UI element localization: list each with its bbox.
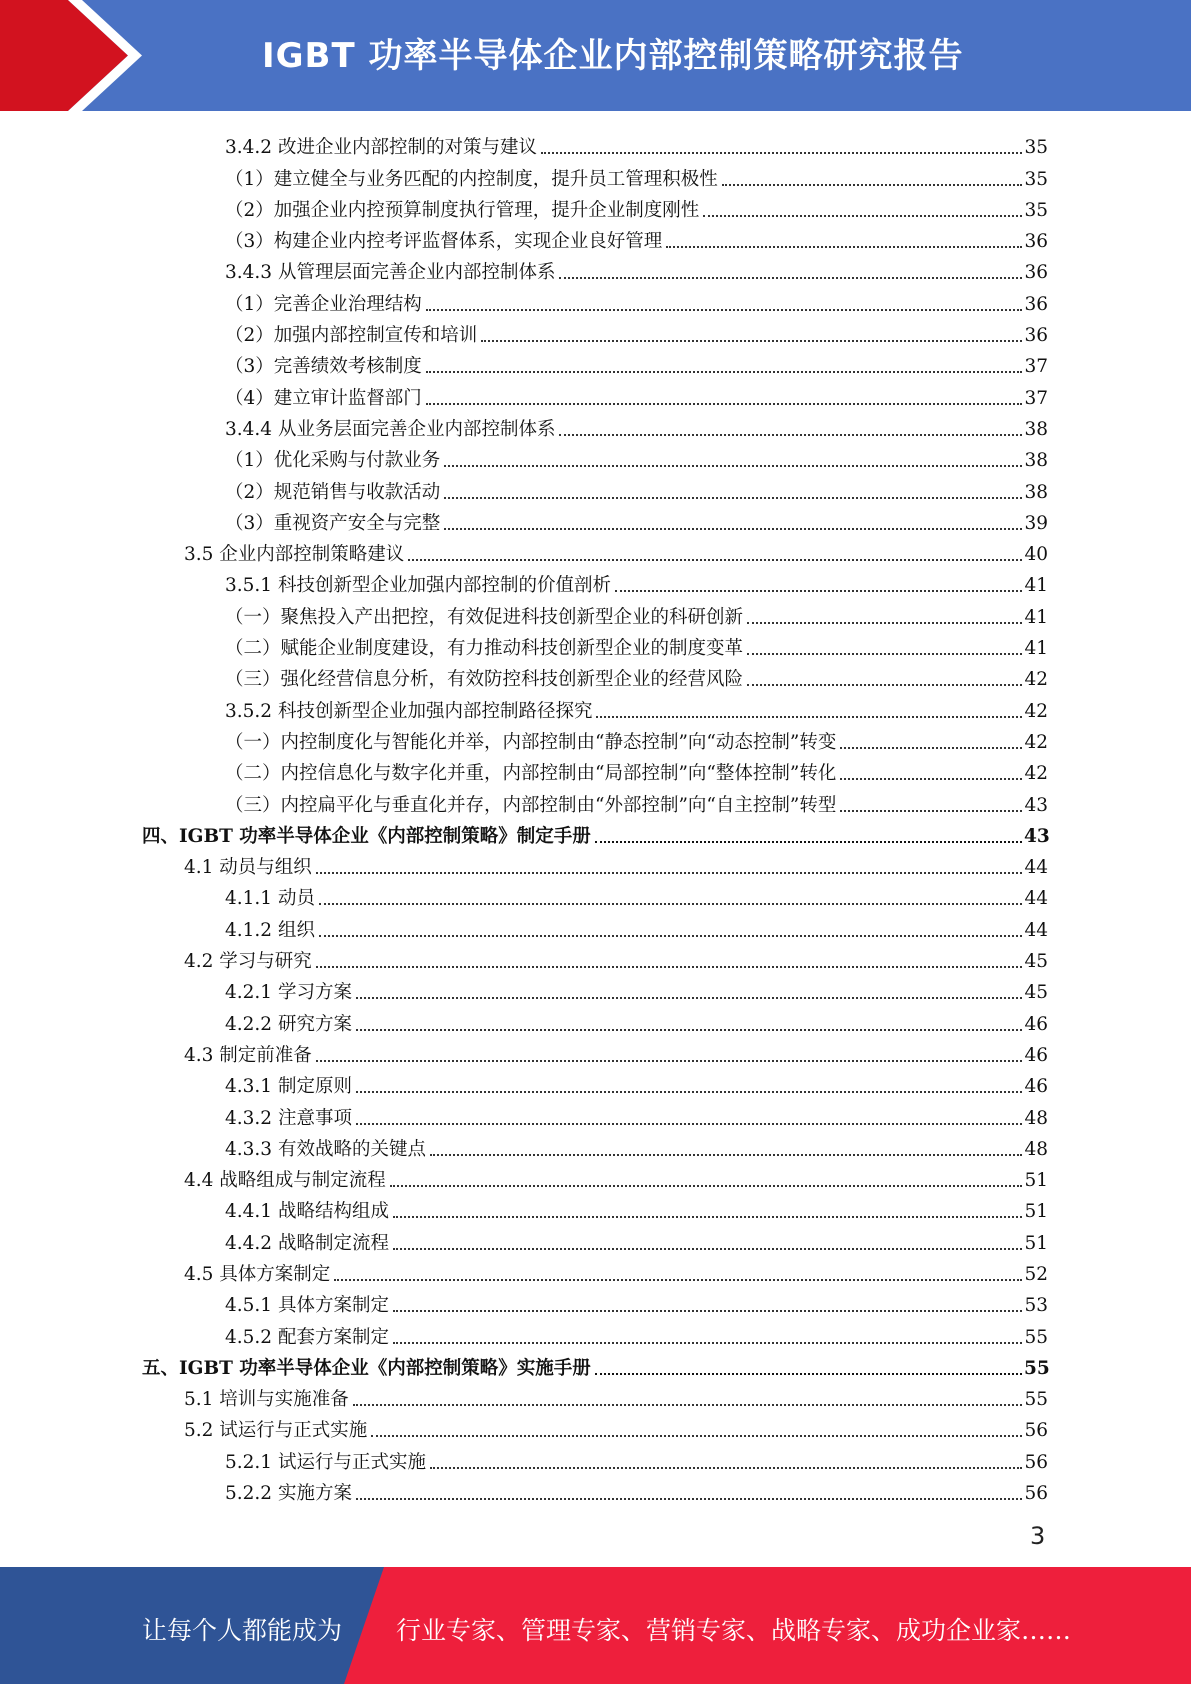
toc-entry-label: 3.5 企业内部控制策略建议	[184, 544, 405, 566]
toc-entry[interactable]	[0, 1161, 1048, 1192]
toc-entry-label: 4.3.1 制定原则	[225, 1076, 352, 1098]
page-footer	[0, 1567, 1191, 1684]
toc-dot-leader	[356, 1091, 1022, 1093]
toc-entry-page: 38	[1024, 450, 1048, 472]
footer-slogan-left: 让每个人都能成为	[142, 1616, 343, 1645]
toc-entry[interactable]	[0, 504, 1048, 535]
toc-entry-label: （2）加强企业内控预算制度执行管理，提升企业制度刚性	[225, 199, 700, 221]
toc-entry-label: 3.4.2 改进企业内部控制的对策与建议	[225, 137, 537, 159]
toc-dot-leader	[840, 778, 1022, 780]
toc-entry-label: （二）赋能企业制度建设，有力推动科技创新型企业的制度变革	[225, 638, 744, 660]
toc-entry[interactable]	[0, 942, 1048, 973]
toc-entry[interactable]	[0, 1130, 1048, 1161]
page-header	[0, 0, 1191, 111]
toc-entry-page: 41	[1024, 638, 1048, 660]
toc-dot-leader	[559, 277, 1022, 279]
toc-entry-page: 42	[1024, 731, 1048, 753]
toc-entry-label: 4.1.1 动员	[225, 888, 315, 910]
toc-entry-page: 38	[1024, 481, 1048, 503]
toc-entry-page: 37	[1024, 356, 1048, 378]
toc-entry-label: （3）完善绩效考核制度	[225, 356, 422, 378]
toc-entry-page: 42	[1024, 669, 1048, 691]
toc-entry-label: （2）规范销售与收款活动	[225, 481, 441, 503]
toc-entry[interactable]	[0, 1098, 1048, 1129]
toc-entry-page: 37	[1024, 387, 1048, 409]
toc-dot-leader	[356, 1498, 1022, 1500]
toc-entry-label: 4.1.2 组织	[225, 919, 315, 941]
toc-entry-page: 56	[1024, 1483, 1048, 1505]
toc-entry[interactable]	[0, 1349, 1048, 1380]
toc-dot-leader	[444, 528, 1022, 530]
toc-entry[interactable]	[0, 347, 1048, 378]
toc-entry-label: 5.2.2 实施方案	[225, 1483, 352, 1505]
toc-entry-label: 4.3 制定前准备	[184, 1044, 312, 1066]
toc-dot-leader	[334, 1279, 1022, 1281]
toc-entry[interactable]	[0, 566, 1048, 597]
toc-entry[interactable]	[0, 284, 1048, 315]
footer-slogan-right: 行业专家、管理专家、营销专家、战略专家、成功企业家……	[396, 1616, 1072, 1645]
toc-entry[interactable]	[0, 1411, 1048, 1442]
toc-entry-page: 42	[1024, 700, 1048, 722]
toc-entry-page: 53	[1024, 1295, 1048, 1317]
toc-dot-leader	[393, 1248, 1022, 1250]
toc-entry-label: 4.4 战略组成与制定流程	[184, 1170, 386, 1192]
toc-entry-label: （3）重视资产安全与完整	[225, 512, 441, 534]
toc-dot-leader	[430, 1154, 1022, 1156]
toc-entry[interactable]	[0, 1067, 1048, 1098]
toc-entry-label: 4.1 动员与组织	[184, 857, 312, 879]
toc-entry-label: （1）优化采购与付款业务	[225, 450, 441, 472]
toc-entry-label: 五、IGBT 功率半导体企业《内部控制策略》实施手册	[142, 1357, 591, 1379]
toc-entry[interactable]	[0, 1442, 1048, 1473]
toc-dot-leader	[393, 1216, 1022, 1218]
toc-entry-label: 5.2 试运行与正式实施	[184, 1420, 368, 1442]
toc-dot-leader	[390, 1185, 1022, 1187]
toc-entry-label: 5.2.1 试运行与正式实施	[225, 1451, 426, 1473]
toc-dot-leader	[444, 497, 1022, 499]
toc-entry[interactable]	[0, 441, 1048, 472]
toc-entry[interactable]	[0, 222, 1048, 253]
toc-dot-leader	[481, 340, 1022, 342]
toc-entry-page: 36	[1024, 325, 1048, 347]
toc-entry-page: 46	[1024, 1076, 1048, 1098]
toc-entry-label: 四、IGBT 功率半导体企业《内部控制策略》制定手册	[142, 825, 591, 847]
toc-entry-page: 56	[1024, 1420, 1048, 1442]
toc-entry-label: 4.5.1 具体方案制定	[225, 1295, 389, 1317]
toc-entry-label: （三）内控扁平化与垂直化并存，内部控制由“外部控制”向“自主控制”转型	[225, 794, 837, 816]
toc-dot-leader	[615, 590, 1022, 592]
toc-dot-leader	[319, 935, 1022, 937]
toc-entry-page: 40	[1024, 544, 1048, 566]
toc-entry-page: 55	[1024, 1326, 1048, 1348]
toc-dot-leader	[541, 152, 1022, 154]
toc-entry-page: 44	[1024, 888, 1048, 910]
toc-entry-page: 44	[1024, 919, 1048, 941]
toc-entry[interactable]	[0, 629, 1048, 660]
toc-dot-leader	[666, 246, 1022, 248]
toc-entry-label: （4）建立审计监督部门	[225, 387, 422, 409]
toc-dot-leader	[356, 997, 1022, 999]
toc-dot-leader	[356, 1123, 1022, 1125]
toc-dot-leader	[559, 434, 1022, 436]
toc-entry-label: 3.5.2 科技创新型企业加强内部控制路径探究	[225, 700, 593, 722]
toc-dot-leader	[319, 903, 1022, 905]
toc-entry[interactable]	[0, 597, 1048, 628]
toc-entry[interactable]	[0, 1317, 1048, 1348]
toc-entry-label: 4.4.1 战略结构组成	[225, 1201, 389, 1223]
toc-entry-page: 51	[1024, 1201, 1048, 1223]
toc-entry[interactable]	[0, 817, 1048, 848]
toc-entry[interactable]	[0, 410, 1048, 441]
toc-dot-leader	[353, 1404, 1022, 1406]
toc-entry[interactable]	[0, 1192, 1048, 1223]
toc-entry-page: 51	[1024, 1170, 1048, 1192]
toc-entry-page: 36	[1024, 293, 1048, 315]
toc-dot-leader	[316, 1060, 1022, 1062]
toc-entry[interactable]	[0, 1380, 1048, 1411]
toc-entry-page: 48	[1024, 1107, 1048, 1129]
toc-entry[interactable]	[0, 378, 1048, 409]
toc-entry-page: 38	[1024, 418, 1048, 440]
toc-dot-leader	[316, 872, 1022, 874]
toc-entry-page: 35	[1024, 168, 1048, 190]
toc-entry[interactable]	[0, 1004, 1048, 1035]
toc-entry-page: 41	[1024, 575, 1048, 597]
toc-dot-leader	[408, 559, 1022, 561]
toc-entry-page: 42	[1024, 763, 1048, 785]
toc-dot-leader	[596, 716, 1022, 718]
toc-entry-label: 4.3.3 有效战略的关键点	[225, 1138, 426, 1160]
toc-entry-label: 4.5.2 配套方案制定	[225, 1326, 389, 1348]
toc-entry-label: （一）内控制度化与智能化并举，内部控制由“静态控制”向“动态控制”转变	[225, 731, 837, 753]
toc-dot-leader	[316, 966, 1022, 968]
toc-dot-leader	[840, 810, 1022, 812]
toc-entry-label: （3）构建企业内控考评监督体系，实现企业良好管理	[225, 231, 663, 253]
page-number: 3	[1030, 1522, 1046, 1550]
toc-dot-leader	[430, 1467, 1022, 1469]
toc-entry-page: 55	[1024, 1389, 1048, 1411]
toc-dot-leader	[371, 1435, 1022, 1437]
toc-entry-label: （三）强化经营信息分析，有效防控科技创新型企业的经营风险	[225, 669, 744, 691]
toc-entry[interactable]	[0, 848, 1048, 879]
toc-entry[interactable]	[0, 1255, 1048, 1286]
toc-dot-leader	[595, 841, 1022, 843]
toc-dot-leader	[393, 1310, 1022, 1312]
toc-entry-page: 41	[1024, 606, 1048, 628]
toc-entry[interactable]	[0, 472, 1048, 503]
toc-entry-page: 46	[1024, 1044, 1048, 1066]
toc-entry-label: 4.2 学习与研究	[184, 951, 312, 973]
toc-entry[interactable]	[0, 191, 1048, 222]
toc-entry[interactable]	[0, 723, 1048, 754]
toc-dot-leader	[722, 184, 1022, 186]
toc-entry-label: （二）内控信息化与数字化并重，内部控制由“局部控制”向“整体控制”转化	[225, 763, 837, 785]
toc-entry-label: 4.2.2 研究方案	[225, 1013, 352, 1035]
toc-entry-page: 35	[1024, 199, 1048, 221]
toc-dot-leader	[393, 1342, 1022, 1344]
toc-entry-label: （1）完善企业治理结构	[225, 293, 422, 315]
toc-entry-page: 56	[1024, 1451, 1048, 1473]
toc-entry-label: 3.4.4 从业务层面完善企业内部控制体系	[225, 418, 556, 440]
toc-entry-page: 36	[1024, 262, 1048, 284]
toc-dot-leader	[444, 465, 1022, 467]
toc-entry-page: 36	[1024, 231, 1048, 253]
toc-entry-page: 43	[1024, 825, 1050, 847]
toc-entry-page: 35	[1024, 137, 1048, 159]
toc-entry-page: 44	[1024, 857, 1048, 879]
toc-dot-leader	[426, 371, 1022, 373]
toc-entry[interactable]	[0, 253, 1048, 284]
toc-entry-label: （2）加强内部控制宣传和培训	[225, 325, 478, 347]
toc-entry[interactable]	[0, 785, 1048, 816]
toc-entry-label: 3.4.3 从管理层面完善企业内部控制体系	[225, 262, 556, 284]
toc-dot-leader	[747, 684, 1022, 686]
toc-entry[interactable]	[0, 1474, 1048, 1505]
toc-entry[interactable]	[0, 691, 1048, 722]
toc-dot-leader	[703, 215, 1022, 217]
toc-entry-page: 48	[1024, 1138, 1048, 1160]
table-of-contents	[0, 128, 1191, 1505]
toc-entry-page: 52	[1024, 1263, 1048, 1285]
toc-entry[interactable]	[0, 128, 1048, 159]
toc-dot-leader	[747, 653, 1022, 655]
toc-entry[interactable]	[0, 1223, 1048, 1254]
toc-entry[interactable]	[0, 910, 1048, 941]
toc-entry[interactable]	[0, 973, 1048, 1004]
toc-entry[interactable]	[0, 1286, 1048, 1317]
toc-entry-page: 43	[1024, 794, 1048, 816]
toc-dot-leader	[356, 1029, 1022, 1031]
toc-entry[interactable]	[0, 535, 1048, 566]
toc-entry-label: 4.5 具体方案制定	[184, 1263, 331, 1285]
toc-entry-page: 55	[1024, 1357, 1050, 1379]
toc-entry-page: 51	[1024, 1232, 1048, 1254]
toc-entry-label: 3.5.1 科技创新型企业加强内部控制的价值剖析	[225, 575, 611, 597]
toc-dot-leader	[747, 622, 1022, 624]
toc-dot-leader	[840, 747, 1022, 749]
toc-entry-page: 46	[1024, 1013, 1048, 1035]
toc-entry-label: 4.4.2 战略制定流程	[225, 1232, 389, 1254]
toc-entry-page: 45	[1024, 951, 1048, 973]
toc-entry[interactable]	[0, 1036, 1048, 1067]
toc-entry[interactable]	[0, 159, 1048, 190]
toc-dot-leader	[595, 1373, 1022, 1375]
header-red-chevron	[0, 0, 150, 111]
toc-entry-label: 4.2.1 学习方案	[225, 982, 352, 1004]
toc-entry-page: 45	[1024, 982, 1048, 1004]
toc-entry[interactable]	[0, 879, 1048, 910]
toc-entry[interactable]	[0, 660, 1048, 691]
toc-entry[interactable]	[0, 754, 1048, 785]
toc-entry-label: （1）建立健全与业务匹配的内控制度，提升员工管理积极性	[225, 168, 718, 190]
toc-entry[interactable]	[0, 316, 1048, 347]
toc-entry-label: （一）聚焦投入产出把控，有效促进科技创新型企业的科研创新	[225, 606, 744, 628]
toc-entry-label: 5.1 培训与实施准备	[184, 1389, 349, 1411]
toc-entry-label: 4.3.2 注意事项	[225, 1107, 352, 1129]
report-title: IGBT 功率半导体企业内部控制策略研究报告	[262, 36, 964, 76]
toc-dot-leader	[426, 403, 1022, 405]
toc-dot-leader	[426, 309, 1022, 311]
toc-entry-page: 39	[1024, 512, 1048, 534]
